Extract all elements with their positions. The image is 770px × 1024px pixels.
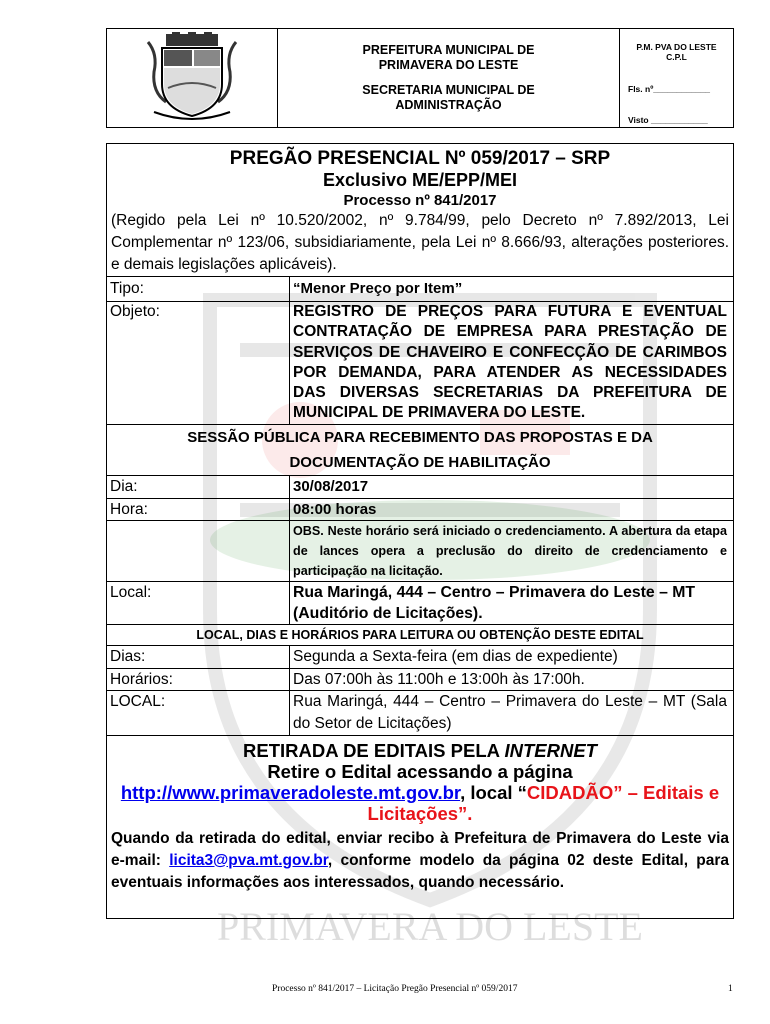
org-name-line1: PREFEITURA MUNICIPAL DE <box>362 43 535 57</box>
leitura-heading: LOCAL, DIAS E HORÁRIOS PARA LEITURA OU OBTENÇÃO DESTE EDITAL <box>107 624 733 645</box>
dia-label: Dia: <box>107 475 290 498</box>
edital-summary-box <box>106 143 734 919</box>
page-number: 1 <box>728 984 733 994</box>
objeto-label: Objeto: <box>107 302 290 425</box>
retirada-heading: RETIRADA DE EDITAIS PELA INTERNET <box>243 739 597 761</box>
objeto-value: REGISTRO DE PREÇOS PARA FUTURA E EVENTUAL CONTRATAÇÃO DE EMPRESA PARA PRESTAÇÃO DE SERVIÇOS DE CHAVEIRO E CONFECÇÃO DE CARIMBOS POR DEMANDA, PARA ATENDER AS NECESSIDADES DAS DIVERSAS SECRETARIAS DA PREFEITURA DE MUNICIPAL DE PRIMAVERA DO LESTE. <box>290 302 734 425</box>
visto-field: Visto ____________ <box>628 115 708 125</box>
dias-label: Dias: <box>107 645 290 668</box>
portal-link[interactable]: http://www.primaveradoleste.mt.gov.br <box>120 781 461 803</box>
hora-value: 08:00 horas <box>290 498 734 520</box>
email-link[interactable]: licita3@pva.mt.gov.br <box>169 851 328 869</box>
table-row <box>107 302 733 425</box>
internet-word: INTERNET <box>504 739 597 761</box>
fls-field: Fls. nº____________ <box>628 84 711 94</box>
municipal-crest-icon <box>144 32 240 124</box>
ref-line2: C.P.L <box>666 52 687 62</box>
obs-note: OBS. Neste horário será iniciado o credenciamento. A abertura da etapa de lances opera a preclusão do direito de credenciamento e participação na licitação. <box>290 520 734 581</box>
local-label: Local: <box>107 581 290 624</box>
cidadao-section-label: CIDADÃO” – Editais e Licitações”. <box>367 781 720 824</box>
local2-value: Rua Maringá, 444 – Centro – Primavera do Leste – MT (Sala do Setor de Licitações) <box>290 690 734 735</box>
dia-value: 30/08/2017 <box>290 475 734 498</box>
table-row <box>107 277 733 302</box>
document-header <box>106 28 734 128</box>
org-name-line2: PRIMAVERA DO LESTE <box>378 58 519 72</box>
table-row <box>107 645 733 668</box>
edital-details-table <box>107 276 733 735</box>
sessao-heading: SESSÃO PÚBLICA PARA RECEBIMENTO DAS PROPOSTAS E DA DOCUMENTAÇÃO DE HABILITAÇÃO <box>107 424 733 475</box>
retirada-section <box>107 735 733 824</box>
ref-line1: P.M. PVA DO LESTE <box>636 42 717 52</box>
table-row <box>107 668 733 690</box>
local2-label: LOCAL: <box>107 690 290 735</box>
local-text: , local “ <box>460 781 527 803</box>
processo-number: Processo nº 841/2017 <box>343 192 497 209</box>
dias-value: Segunda a Sexta-feira (em dias de expediente) <box>290 645 734 668</box>
hora-label: Hora: <box>107 498 290 520</box>
recibo-instructions: Quando da retirada do edital, enviar recibo à Prefeitura de Primavera do Leste via e-mail: licita3@pva.mt.gov.br, conforme modelo da página 02 deste Edital, para eventuais informações aos interessados, quando necessário. <box>111 829 729 891</box>
horarios-value: Das 07:00h às 11:00h e 13:00h às 17:00h. <box>290 668 734 690</box>
local-value: Rua Maringá, 444 – Centro – Primavera do Leste – MT (Auditório de Licitações). <box>290 581 734 624</box>
header-ref-cell <box>620 29 733 127</box>
tipo-label: Tipo: <box>107 277 290 302</box>
pregao-title: PREGÃO PRESENCIAL Nº 059/2017 – SRP <box>229 148 611 169</box>
table-row <box>107 424 733 475</box>
dept-name-line2: ADMINISTRAÇÃO <box>395 98 502 112</box>
table-row <box>107 581 733 624</box>
exclusivo-subtitle: Exclusivo ME/EPP/MEI <box>322 170 518 190</box>
table-row <box>107 475 733 498</box>
retirada-line3 <box>107 782 733 824</box>
tipo-value: “Menor Preço por Item” <box>290 277 734 302</box>
crest-cell <box>107 29 278 127</box>
table-row <box>107 498 733 520</box>
table-row <box>107 690 733 735</box>
watermark-text: PRIMAVERA DO LESTE <box>217 904 643 949</box>
header-title-cell <box>278 29 620 127</box>
table-row <box>107 624 733 645</box>
retirada-line2: Retire o Edital acessando a página <box>267 760 573 782</box>
footer-text: Processo nº 841/2017 – Licitação Pregão Presencial nº 059/2017 <box>272 984 518 994</box>
legal-basis: (Regido pela Lei nº 10.520/2002, nº 9.784/99, pelo Decreto nº 7.892/2013, Lei Complementar nº 123/06, subsidiariamente, pela Lei nº 8.666/93, alterações posteriores. e demais legislações aplicáveis). <box>111 212 729 273</box>
dept-name-line1: SECRETARIA MUNICIPAL DE <box>362 83 535 97</box>
horarios-label: Horários: <box>107 668 290 690</box>
table-row <box>107 520 733 581</box>
